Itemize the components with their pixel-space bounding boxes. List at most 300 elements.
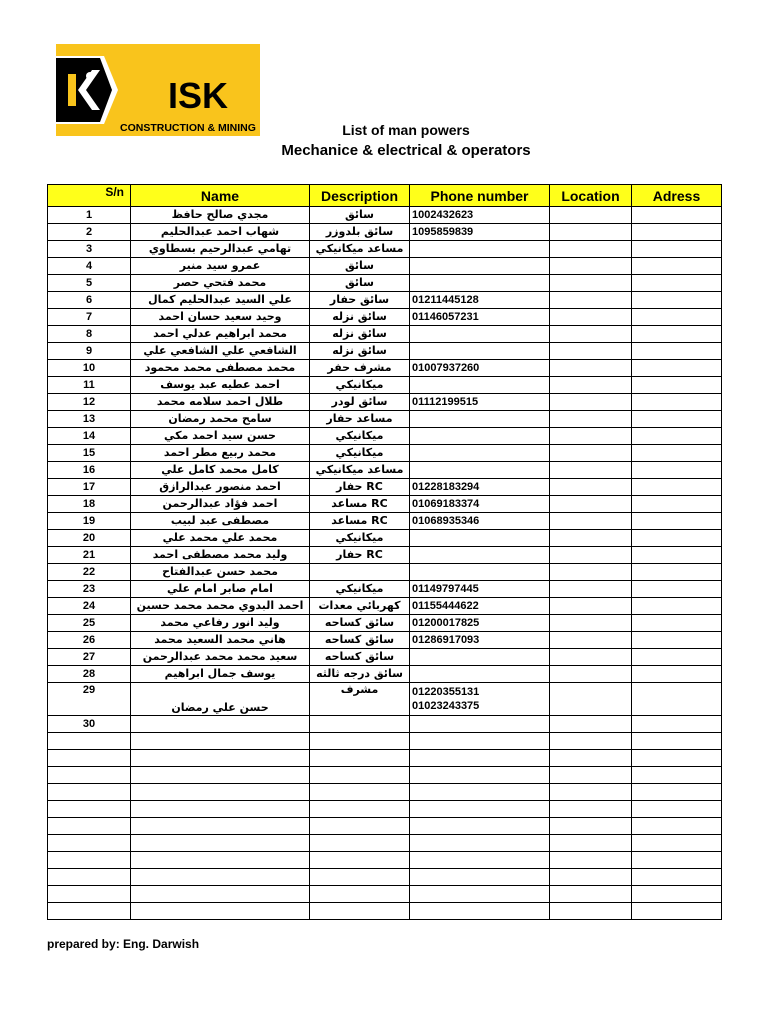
table-row — [48, 615, 722, 632]
phone-secondary: 01023243375 — [412, 700, 480, 712]
cell-location — [550, 784, 632, 801]
cell-location — [550, 513, 632, 530]
cell-description: حفار RC — [310, 547, 410, 564]
cell-location — [550, 649, 632, 666]
cell-sn — [48, 784, 131, 801]
cell-name: احمد منصور عبدالرازق — [131, 479, 310, 496]
cell-name — [131, 886, 310, 903]
cell-location — [550, 496, 632, 513]
cell-phone: 01149797445 — [410, 581, 550, 598]
table-row — [48, 818, 722, 835]
cell-description — [310, 784, 410, 801]
cell-phone — [410, 428, 550, 445]
cell-address — [632, 241, 722, 258]
header-address: Adress — [632, 185, 722, 207]
cell-address — [632, 649, 722, 666]
cell-name — [131, 835, 310, 852]
table-row — [48, 598, 722, 615]
cell-phone — [410, 716, 550, 733]
cell-phone — [410, 869, 550, 886]
cell-phone: 01155444622 — [410, 598, 550, 615]
cell-location — [550, 207, 632, 224]
cell-phone — [410, 530, 550, 547]
cell-name: وليد محمد مصطفى احمد — [131, 547, 310, 564]
cell-location — [550, 767, 632, 784]
cell-location — [550, 394, 632, 411]
cell-name: حسن سيد احمد مكي — [131, 428, 310, 445]
cell-location — [550, 428, 632, 445]
cell-location — [550, 445, 632, 462]
cell-description — [310, 750, 410, 767]
cell-address — [632, 716, 722, 733]
cell-address — [632, 903, 722, 920]
cell-location — [550, 716, 632, 733]
cell-description: كهربائي معدات — [310, 598, 410, 615]
cell-address — [632, 767, 722, 784]
cell-name — [131, 733, 310, 750]
cell-sn: 16 — [48, 462, 131, 479]
cell-name: محمد فتحي حصر — [131, 275, 310, 292]
cell-phone — [410, 784, 550, 801]
cell-address — [632, 818, 722, 835]
cell-description — [310, 564, 410, 581]
cell-location — [550, 241, 632, 258]
table-row — [48, 275, 722, 292]
cell-address — [632, 615, 722, 632]
cell-phone — [410, 377, 550, 394]
cell-phone — [410, 852, 550, 869]
cell-phone — [410, 666, 550, 683]
cell-sn: 7 — [48, 309, 131, 326]
cell-description: ميكانيكي — [310, 428, 410, 445]
cell-description — [310, 835, 410, 852]
cell-sn: 8 — [48, 326, 131, 343]
cell-phone: 01007937260 — [410, 360, 550, 377]
cell-description: سائق كساحه — [310, 632, 410, 649]
cell-sn: 25 — [48, 615, 131, 632]
cell-address — [632, 275, 722, 292]
cell-address — [632, 479, 722, 496]
cell-location — [550, 411, 632, 428]
cell-name: محمد مصطفى محمد محمود — [131, 360, 310, 377]
cell-name: امام صابر امام علي — [131, 581, 310, 598]
table-row — [48, 207, 722, 224]
cell-phone — [410, 547, 550, 564]
cell-name — [131, 818, 310, 835]
cell-description: سائق نزله — [310, 326, 410, 343]
cell-address — [632, 513, 722, 530]
cell-sn — [48, 818, 131, 835]
cell-name: علي السيد عبدالحليم كمال — [131, 292, 310, 309]
cell-location — [550, 275, 632, 292]
cell-sn: 12 — [48, 394, 131, 411]
cell-phone — [410, 462, 550, 479]
cell-sn: 10 — [48, 360, 131, 377]
cell-phone: 01069183374 — [410, 496, 550, 513]
cell-location — [550, 683, 632, 716]
cell-name — [131, 852, 310, 869]
cell-name: كامل محمد كامل علي — [131, 462, 310, 479]
cell-name: وحيد سعيد حسان احمد — [131, 309, 310, 326]
cell-sn: 23 — [48, 581, 131, 598]
cell-phone: 01286917093 — [410, 632, 550, 649]
table-row — [48, 733, 722, 750]
cell-sn: 4 — [48, 258, 131, 275]
cell-sn: 11 — [48, 377, 131, 394]
cell-name: عمرو سيد منير — [131, 258, 310, 275]
cell-location — [550, 615, 632, 632]
table-row — [48, 750, 722, 767]
table-row — [48, 479, 722, 496]
logo-brand-text: ISK — [168, 75, 229, 116]
cell-phone — [410, 886, 550, 903]
cell-description: سائق — [310, 207, 410, 224]
cell-address — [632, 564, 722, 581]
cell-sn — [48, 750, 131, 767]
cell-sn — [48, 733, 131, 750]
cell-sn: 26 — [48, 632, 131, 649]
table-row — [48, 513, 722, 530]
cell-description: مساعد ميكانيكي — [310, 462, 410, 479]
cell-address — [632, 852, 722, 869]
cell-name — [131, 869, 310, 886]
cell-description — [310, 818, 410, 835]
cell-phone — [410, 411, 550, 428]
cell-sn: 22 — [48, 564, 131, 581]
cell-location — [550, 581, 632, 598]
table-row — [48, 716, 722, 733]
cell-address — [632, 598, 722, 615]
cell-address — [632, 784, 722, 801]
cell-sn — [48, 852, 131, 869]
cell-phone — [410, 750, 550, 767]
cell-address — [632, 360, 722, 377]
cell-name: محمد ابراهيم عدلي احمد — [131, 326, 310, 343]
cell-description: ميكانيكي — [310, 581, 410, 598]
cell-location — [550, 309, 632, 326]
table-row — [48, 496, 722, 513]
cell-sn: 20 — [48, 530, 131, 547]
cell-description: سائق كساحه — [310, 615, 410, 632]
cell-phone — [410, 326, 550, 343]
cell-phone — [410, 343, 550, 360]
table-row — [48, 360, 722, 377]
table-row — [48, 649, 722, 666]
cell-name: سامح محمد رمضان — [131, 411, 310, 428]
cell-name — [131, 716, 310, 733]
cell-description — [310, 886, 410, 903]
cell-address — [632, 326, 722, 343]
cell-description: مشرف حفر — [310, 360, 410, 377]
cell-sn — [48, 886, 131, 903]
cell-location — [550, 632, 632, 649]
cell-description: سائق درجه ثالثه — [310, 666, 410, 683]
cell-description — [310, 869, 410, 886]
cell-address — [632, 683, 722, 716]
cell-address — [632, 258, 722, 275]
cell-sn: 2 — [48, 224, 131, 241]
table-row — [48, 309, 722, 326]
cell-phone: 1095859839 — [410, 224, 550, 241]
prepared-by: prepared by: Eng. Darwish — [47, 937, 200, 951]
cell-name — [131, 784, 310, 801]
table-row — [48, 632, 722, 649]
cell-description: مساعد RC — [310, 496, 410, 513]
table-row — [48, 343, 722, 360]
cell-phone — [410, 903, 550, 920]
cell-description: مشرف — [310, 683, 410, 716]
cell-name: احمد البدوي محمد محمد حسين — [131, 598, 310, 615]
cell-location — [550, 326, 632, 343]
cell-phone — [410, 733, 550, 750]
cell-sn: 13 — [48, 411, 131, 428]
cell-description: مساعد حفار — [310, 411, 410, 428]
header-phone: Phone number — [410, 185, 550, 207]
cell-sn: 27 — [48, 649, 131, 666]
cell-description — [310, 903, 410, 920]
phone-primary: 01220355131 — [412, 686, 480, 698]
cell-address — [632, 343, 722, 360]
cell-phone — [410, 564, 550, 581]
cell-address — [632, 207, 722, 224]
table-row — [48, 326, 722, 343]
table-row — [48, 903, 722, 920]
header-name: Name — [131, 185, 310, 207]
cell-description: سائق بلدوزر — [310, 224, 410, 241]
cell-name — [131, 767, 310, 784]
cell-name: محمد حسن عبدالفتاح — [131, 564, 310, 581]
cell-phone — [410, 275, 550, 292]
cell-sn — [48, 903, 131, 920]
cell-location — [550, 258, 632, 275]
cell-phone: 01228183294 — [410, 479, 550, 496]
cell-sn: 15 — [48, 445, 131, 462]
table-row — [48, 683, 722, 716]
cell-address — [632, 445, 722, 462]
cell-sn — [48, 869, 131, 886]
cell-location — [550, 530, 632, 547]
cell-description — [310, 767, 410, 784]
cell-name: طلال احمد سلامه محمد — [131, 394, 310, 411]
cell-phone — [410, 801, 550, 818]
cell-name: احمد فؤاد عبدالرحمن — [131, 496, 310, 513]
cell-address — [632, 496, 722, 513]
cell-phone: 01146057231 — [410, 309, 550, 326]
header-description: Description — [310, 185, 410, 207]
cell-sn: 21 — [48, 547, 131, 564]
cell-location — [550, 903, 632, 920]
cell-name — [131, 801, 310, 818]
table-row — [48, 428, 722, 445]
table-row — [48, 258, 722, 275]
cell-location — [550, 224, 632, 241]
cell-name: مجدي صالح حافظ — [131, 207, 310, 224]
table-row — [48, 445, 722, 462]
cell-phone: 01200017825 — [410, 615, 550, 632]
cell-phone — [410, 445, 550, 462]
cell-name — [131, 750, 310, 767]
cell-sn: 3 — [48, 241, 131, 258]
cell-description: سائق حفار — [310, 292, 410, 309]
cell-phone: 01068935346 — [410, 513, 550, 530]
cell-sn: 29 — [48, 683, 131, 716]
cell-description — [310, 801, 410, 818]
cell-description: ميكانيكي — [310, 445, 410, 462]
logo-tagline-text: CONSTRUCTION & MINING — [120, 122, 256, 134]
cell-name: احمد عطيه عبد يوسف — [131, 377, 310, 394]
table-row — [48, 530, 722, 547]
cell-sn: 24 — [48, 598, 131, 615]
cell-sn: 1 — [48, 207, 131, 224]
cell-name: شهاب احمد عبدالحليم — [131, 224, 310, 241]
table-row — [48, 886, 722, 903]
cell-description: سائق — [310, 258, 410, 275]
table-row — [48, 869, 722, 886]
table-row — [48, 801, 722, 818]
cell-description — [310, 852, 410, 869]
cell-name: محمد علي محمد علي — [131, 530, 310, 547]
cell-sn — [48, 767, 131, 784]
cell-address — [632, 309, 722, 326]
cell-sn: 18 — [48, 496, 131, 513]
cell-location — [550, 343, 632, 360]
cell-name: هاني محمد السعيد محمد — [131, 632, 310, 649]
cell-address — [632, 547, 722, 564]
cell-address — [632, 869, 722, 886]
cell-address — [632, 733, 722, 750]
cell-phone — [410, 683, 550, 716]
cell-description: مساعد RC — [310, 513, 410, 530]
table-row — [48, 666, 722, 683]
cell-location — [550, 598, 632, 615]
cell-address — [632, 666, 722, 683]
table-row — [48, 547, 722, 564]
cell-phone — [410, 818, 550, 835]
cell-address — [632, 801, 722, 818]
cell-description: سائق نزله — [310, 309, 410, 326]
cell-sn: 14 — [48, 428, 131, 445]
cell-address — [632, 428, 722, 445]
cell-location — [550, 292, 632, 309]
cell-description: سائق — [310, 275, 410, 292]
cell-phone: 1002432623 — [410, 207, 550, 224]
cell-address — [632, 462, 722, 479]
cell-location — [550, 547, 632, 564]
table-row — [48, 224, 722, 241]
cell-name: يوسف جمال ابراهيم — [131, 666, 310, 683]
cell-description: ميكانيكي — [310, 377, 410, 394]
cell-location — [550, 479, 632, 496]
cell-address — [632, 394, 722, 411]
cell-location — [550, 801, 632, 818]
document-subtitle: Mechanice & electrical & operators — [281, 142, 531, 159]
cell-name: سعيد محمد محمد عبدالرحمن — [131, 649, 310, 666]
cell-name: وليد انور رفاعي محمد — [131, 615, 310, 632]
cell-sn: 30 — [48, 716, 131, 733]
cell-description: مساعد ميكانيكي — [310, 241, 410, 258]
table-row — [48, 292, 722, 309]
cell-address — [632, 750, 722, 767]
cell-description: سائق نزله — [310, 343, 410, 360]
cell-description — [310, 716, 410, 733]
cell-address — [632, 530, 722, 547]
cell-description: سائق لودر — [310, 394, 410, 411]
cell-location — [550, 462, 632, 479]
table-row — [48, 852, 722, 869]
cell-phone — [410, 835, 550, 852]
table-header-row — [48, 185, 722, 207]
cell-location — [550, 733, 632, 750]
table-row — [48, 581, 722, 598]
table-row — [48, 241, 722, 258]
cell-name: تهامي عبدالرحيم بسطاوي — [131, 241, 310, 258]
table-row — [48, 462, 722, 479]
cell-phone: 01211445128 — [410, 292, 550, 309]
cell-sn — [48, 801, 131, 818]
cell-description: حفار RC — [310, 479, 410, 496]
cell-phone — [410, 241, 550, 258]
table-row — [48, 767, 722, 784]
table-row — [48, 835, 722, 852]
header-sn: S/n — [48, 185, 131, 207]
cell-name: الشافعي علي الشافعي علي — [131, 343, 310, 360]
cell-location — [550, 360, 632, 377]
table-row — [48, 564, 722, 581]
header-location: Location — [550, 185, 632, 207]
cell-address — [632, 835, 722, 852]
cell-description: سائق كساحه — [310, 649, 410, 666]
cell-location — [550, 852, 632, 869]
document-title: List of man powers — [342, 122, 470, 138]
cell-location — [550, 886, 632, 903]
cell-address — [632, 581, 722, 598]
cell-location — [550, 564, 632, 581]
manpower-table — [47, 184, 722, 920]
table-row — [48, 784, 722, 801]
cell-location — [550, 666, 632, 683]
cell-address — [632, 377, 722, 394]
table-row — [48, 377, 722, 394]
cell-sn: 6 — [48, 292, 131, 309]
table-row — [48, 411, 722, 428]
cell-sn: 9 — [48, 343, 131, 360]
cell-phone — [410, 258, 550, 275]
cell-description — [310, 733, 410, 750]
table-body — [48, 207, 722, 920]
cell-location — [550, 818, 632, 835]
cell-location — [550, 869, 632, 886]
table-row — [48, 394, 722, 411]
cell-phone — [410, 767, 550, 784]
cell-name — [131, 903, 310, 920]
cell-address — [632, 224, 722, 241]
cell-address — [632, 886, 722, 903]
cell-sn: 5 — [48, 275, 131, 292]
cell-name: حسن علي رمضان — [131, 683, 310, 716]
cell-sn: 28 — [48, 666, 131, 683]
cell-name: محمد ربيع مطر احمد — [131, 445, 310, 462]
cell-address — [632, 411, 722, 428]
cell-location — [550, 377, 632, 394]
cell-sn: 19 — [48, 513, 131, 530]
cell-name: مصطفى عبد لبيب — [131, 513, 310, 530]
cell-location — [550, 835, 632, 852]
cell-sn — [48, 835, 131, 852]
cell-phone: 01112199515 — [410, 394, 550, 411]
cell-phone — [410, 649, 550, 666]
cell-address — [632, 632, 722, 649]
cell-location — [550, 750, 632, 767]
